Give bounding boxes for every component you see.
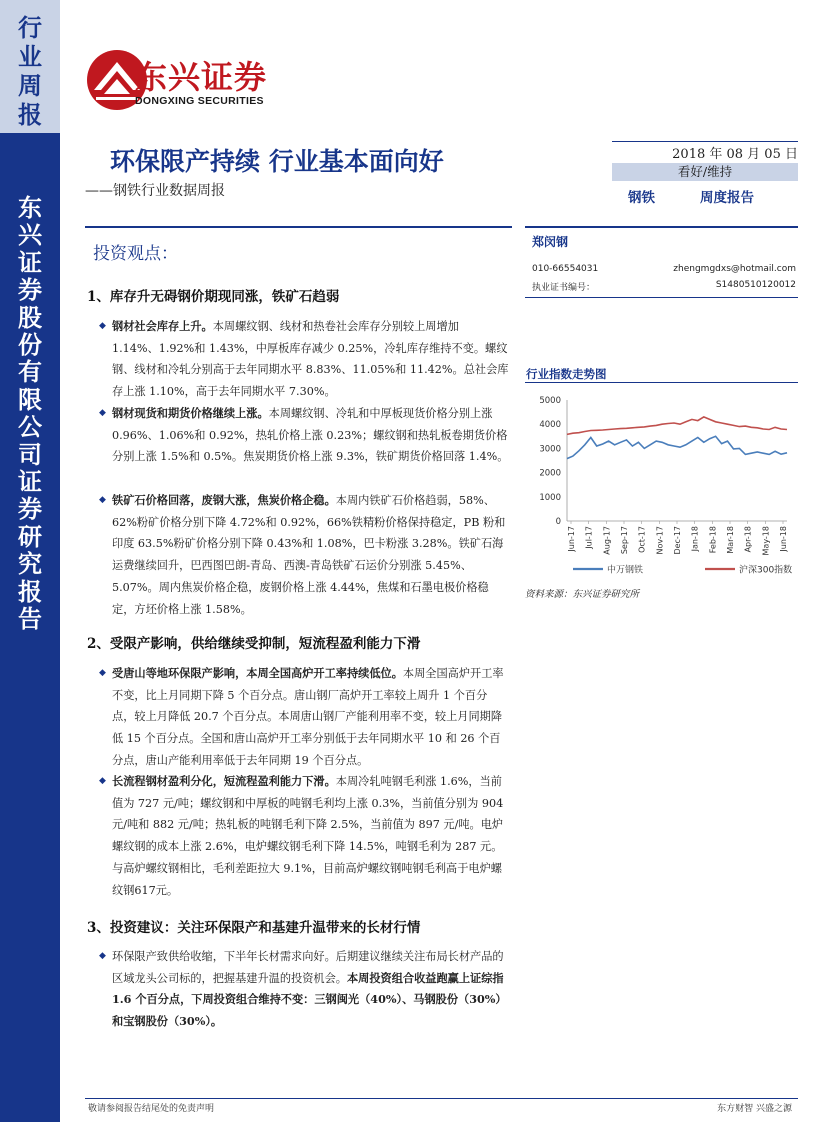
heading-recommendation: 3、投资建议：关注环保限产和基建升温带来的长材行情	[87, 920, 421, 936]
bullet-icon: ◆	[99, 408, 106, 418]
divider	[85, 226, 512, 228]
x-tick-label: Jan-18	[690, 526, 700, 552]
heading-inventory: 1、库存升无碍钢价期现同涨，铁矿石趋弱	[87, 289, 340, 305]
index-trend-chart	[525, 388, 798, 580]
paragraph-margins: 长流程钢材盈利分化，短流程盈利能力下滑。本周冷轧吨钢毛利涨 1.6%，当前值为 727 元/吨；螺纹钢和中厚板的吨钢毛利均上涨 0.3%，当前值分别为 904 元/吨和 882 元/吨；热轧板的吨钢毛利下降 2.5%，当前值为 897 元/吨。电炉螺纹钢的成本上涨 2.6%，电炉螺纹钢毛利下降 14.5%，吨钢毛利为 287 元。与高炉螺纹钢相比，毛利差距拉大 9.1%，目前高炉螺纹钢吨钢毛利高于电炉螺纹钢617元。	[112, 774, 504, 897]
heading-supply: 2、受限产影响，供给继续受抑制，短流程盈利能力下滑	[87, 636, 421, 652]
x-tick-label: Feb-18	[708, 526, 718, 554]
paragraph-inventory: 钢材社会库存上升。本周螺纹钢、线材和热卷社会库存分别较上周增加 1.14%、1.92%和 1.43%，中厚板库存减少 0.25%，冷轧库存维持不变。螺纹钢、线材和冷轧分别高于去年同期水平 8.83%、11.05%和 11.42%。总社会库存上涨 1.10%，高于去年同期水平 7.30%。	[112, 319, 509, 399]
divider	[525, 297, 798, 298]
industry-tag: 钢铁	[628, 190, 655, 206]
series-line-1	[567, 417, 787, 435]
x-tick-label: Jun-17	[567, 526, 576, 552]
footer-disclaimer: 敬请参阅报告结尾处的免责声明	[88, 1104, 215, 1114]
y-tick-label: 2000	[539, 468, 561, 479]
y-tick-label: 5000	[539, 396, 561, 406]
x-tick-label: Sep-17	[620, 526, 629, 555]
brand-name-en: DONGXING SECURITIES	[135, 95, 264, 107]
license-label: 执业证书编号：	[532, 283, 596, 293]
x-tick-label: Jun-18	[779, 526, 788, 552]
x-tick-label: Oct-17	[637, 526, 647, 553]
analyst-name: 郑闵钢	[532, 235, 569, 249]
rating-badge: 看好/维持	[612, 163, 798, 181]
paragraph-prices: 钢材现货和期货价格继续上涨。本周螺纹钢、冷轧和中厚板现货价格分别上涨 0.96%、1.06%和 0.92%，热轧价格上涨 0.23%；螺纹钢和热轧板卷期货价格分别上涨 1.5%和 0.5%。焦炭期货价格上涨 9.3%，铁矿期货价格回落 1.4%。	[112, 406, 509, 464]
y-tick-label: 1000	[539, 492, 561, 503]
bullet-icon: ◆	[99, 495, 106, 505]
x-tick-label: May-18	[761, 526, 771, 556]
bullet-icon: ◆	[99, 776, 106, 786]
chart-source: 资料来源：东兴证券研究所	[525, 589, 640, 600]
report-date: 2018 年 08 月 05 日	[672, 147, 798, 162]
date-box	[612, 141, 798, 162]
x-tick-label: Dec-17	[673, 526, 682, 555]
paragraph-recommendation: 环保限产致供给收缩，下半年长材需求向好。后期建议继续关注布局长材产品的区域龙头公司标的，把握基建升温的投资机会。本周投资组合收益跑赢上证综指 1.6 个百分点，下周投资组合维持不变：三钢闽光（40%）、马钢股份（30%）和宝钢股份（30%）。	[112, 950, 507, 1029]
legend-label: 中万钢铁	[607, 565, 644, 576]
x-tick-label: Nov-17	[655, 526, 665, 555]
sidebar-company	[0, 133, 60, 1122]
sidebar-category-label: 行业周报	[18, 14, 42, 129]
report-type-tag: 周度报告	[700, 190, 754, 206]
license-number: S1480510120012	[715, 280, 796, 290]
paragraph-iron-ore: 铁矿石价格回落，废钢大涨，焦炭价格企稳。本周内铁矿石价格趋弱，58%、62%粉矿价格分别下降 4.72%和 0.92%，66%铁精粉价格保持稳定，PB 粉和印度 63.5%粉矿价格分别下降 0.43%和 1.08%，巴卡粉涨 3.28%。铁矿石海运费继续回升，巴西图巴朗-青岛、西澳-青岛铁矿石运价分别涨 5.45%、5.07%。周内焦炭价格企稳，废钢价格上涨 4.44%，焦煤和石墨电极价格稳定，方坯价格上涨 1.58%。	[112, 493, 506, 616]
y-tick-label: 3000	[539, 444, 561, 455]
legend-label: 沪深300指数	[739, 565, 793, 576]
brand-name: 东兴证券	[135, 58, 268, 96]
series-line-0	[567, 436, 787, 458]
bullet-icon: ◆	[99, 321, 106, 331]
x-tick-label: Apr-18	[743, 526, 753, 553]
chart-title: 行业指数走势图	[526, 367, 607, 381]
bullet-icon: ◆	[99, 668, 106, 678]
x-tick-label: Jul-17	[584, 526, 594, 549]
report-title: 环保限产持续 行业基本面向好	[110, 147, 444, 176]
divider	[525, 226, 798, 228]
sidebar-category	[0, 0, 60, 133]
y-tick-label: 4000	[539, 420, 561, 431]
report-subtitle: ——钢铁行业数据周报	[85, 183, 225, 199]
divider	[525, 382, 798, 383]
footer-divider	[85, 1098, 798, 1099]
sidebar-company-label: 东兴证券股份有限公司证券研究报告	[18, 194, 42, 634]
analyst-phone: 010-66554031	[532, 264, 599, 274]
y-tick-label: 0	[555, 517, 561, 527]
section-heading: 投资观点：	[93, 244, 178, 264]
x-tick-label: Aug-17	[602, 526, 612, 555]
bullet-icon: ◆	[99, 951, 106, 961]
paragraph-blast-furnace: 受唐山等地环保限产影响，本周全国高炉开工率持续低位。本周全国高炉开工率不变，比上月同期下降 5 个百分点。唐山钢厂高炉开工率较上周升 1 个百分点，较上月降低 20.7 个百分点。本周唐山钢厂产能利用率不变，较上月同期降低 15 个百分点。全国和唐山高炉开工率分别低于去年同期水平 10 和 26 个百分点，唐山产能利用率低于去年同期 19 个百分点。	[112, 666, 504, 767]
x-tick-label: Mar-18	[726, 526, 735, 554]
analyst-email[interactable]: zhengmgdxs@hotmail.com	[673, 264, 796, 274]
footer-slogan: 东方财智 兴盛之源	[717, 1104, 792, 1114]
